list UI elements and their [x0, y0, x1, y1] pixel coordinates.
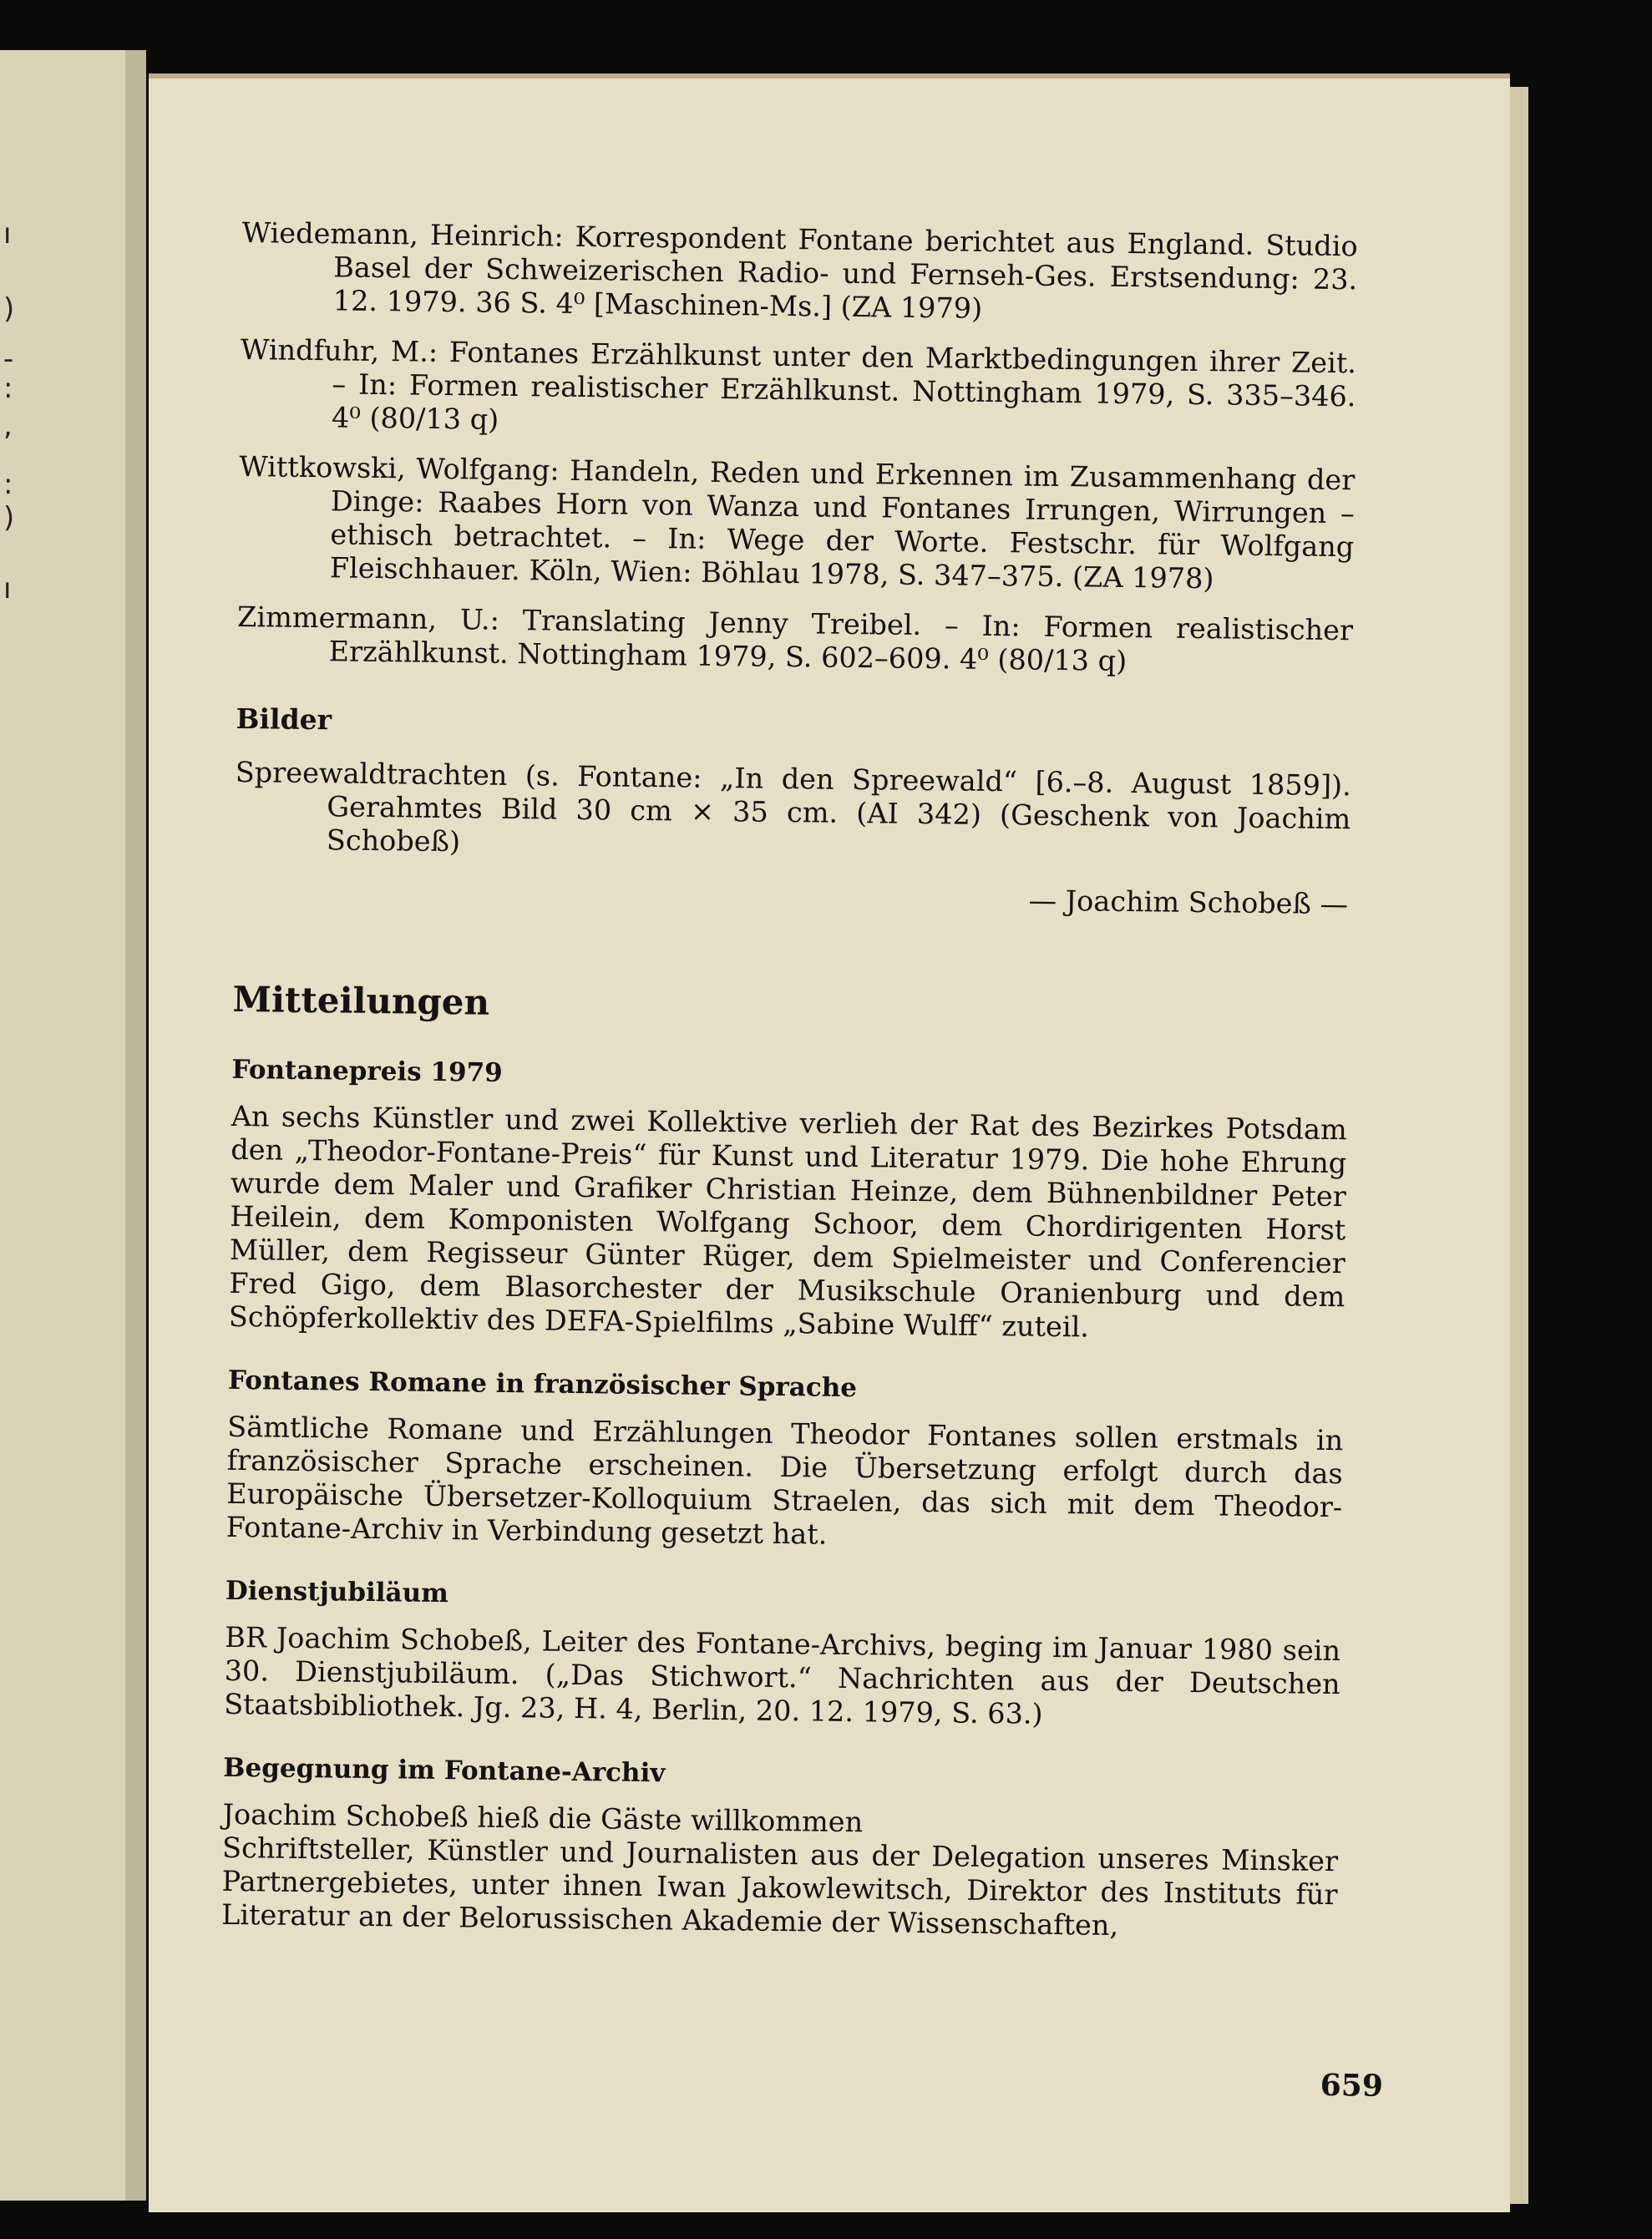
bilder-entry: Spreewaldtrachten (s. Fontane: „In den Spreewald“ [6.–8. August 1859]). Gerahmtes Bild 30 cm × 35 cm. (AI 342) (Geschenk von Joachim Schobeß) [235, 755, 1352, 859]
entry-author: Zimmermann, U.: [236, 600, 500, 636]
margin-mark: ) [3, 292, 15, 326]
section-title-mitteilungen: Mitteilungen [232, 978, 490, 1023]
paragraph: An sechs Künstler und zwei Kollektive verlieh der Rat des Bezirkes Potsdam den „Theodor-Fontane-Preis“ für Kunst und Literatur 1979. Die hohe Ehrung wurde dem Maler und Grafiker Christian Heinze, dem Bühnenbildner Peter Heilein, dem Komponisten Wolfgang Schoor, dem Chordirigenten Horst Müller, dem Regisseur Günter Rüger, dem Spielmeister und Conferencier Fred Gigo, dem Blasorchester der Musikschule Oranienburg und dem Schöpferkollektiv des DEFA-Spielfilms „Sabine Wulff“ zuteil. [228, 1099, 1347, 1344]
subheading: Begegnung im Fontane-Archiv [223, 1752, 666, 1789]
paragraph: Sämtliche Romane und Erzählungen Theodor Fontanes sollen erstmals in französischer Sprache erscheinen. Die Übersetzung erfolgt durch das Europäische Übersetzer-Kolloquium Straelen, das sich mit dem Theodor-Fontane-Archiv in Verbindung gesetzt hat. [226, 1410, 1344, 1551]
paragraph: BR Joachim Schobeß, Leiter des Fontane-Archivs, beging im Januar 1980 sein 30. Dienstjubiläum. („Das Stichwort.“ Nachrichten aus der Deutschen Staatsbibliothek. Jg. 23, H. 4, Berlin, 20. 12. 1979, S. 63.) [223, 1620, 1341, 1730]
margin-mark: , [3, 409, 13, 443]
entry-author: Windfuhr, M.: [240, 332, 438, 368]
margin-mark: - [3, 342, 14, 376]
section-heading-bilder: Bilder [236, 702, 332, 737]
margin-mark: ı [3, 217, 12, 251]
margin-mark: : [3, 372, 13, 405]
bibliography-entry [236, 600, 1353, 681]
page-content [220, 216, 1384, 2104]
paragraph: Schriftsteller, Künstler und Journalisten aus der Delegation unseres Minsker Partnergebietes, unter ihnen Iwan Jakowlewitsch, Direktor des Instituts für Literatur an der Belorussischen Akademie der Wissenschaften, [220, 1831, 1339, 1942]
subheading: Dienstjubiläum [225, 1575, 449, 1609]
page-number: 659 [1320, 2067, 1384, 2104]
bibliography-entry [238, 450, 1356, 597]
entry-text: Handeln, Reden und Erkennen im Zusammenhang der Dinge: Raabes Horn von Wanza und Fontanes Irrungen, Wirrungen – ethisch betrachtet. – In: Wege der Worte. Festschr. für Wolfgang Fleischhauer. Köln, Wien: Böhlau 1978, S. 347–375. (ZA 1978) [329, 453, 1356, 595]
entry-text: Fontanes Erzählkunst unter den Marktbedingungen ihrer Zeit. – In: Formen realistischer Erzählkunst. Nottingham 1979, S. 335–346. 4⁰ (80/13 q) [331, 336, 1357, 436]
facing-page-gutter [125, 50, 146, 2201]
margin-mark: ı [3, 572, 12, 605]
margin-mark: ) [3, 501, 15, 534]
entry-author: Wittkowski, Wolfgang: [239, 449, 560, 487]
entry-text: Translating Jenny Treibel. – In: Formen realistischer Erzählkunst. Nottingham 1979, S. 602–609. 4⁰ (80/13 q) [328, 604, 1354, 677]
subheading: Fontanes Romane in französischer Sprache [227, 1365, 858, 1404]
signature: — Joachim Schobeß — [1028, 884, 1349, 921]
book-page [149, 73, 1510, 2212]
margin-mark: : [3, 468, 13, 501]
bibliography-entry [240, 333, 1356, 447]
facing-page-edge [0, 50, 146, 2201]
page-edge-shadow [1510, 87, 1528, 2204]
entry-author: Wiedemann, Heinrich: [241, 216, 564, 253]
subheading: Fontanepreis 1979 [231, 1054, 503, 1088]
entry-text: Korrespondent Fontane berichtet aus England. Studio Basel der Schweizerischen Radio- und Fernseh-Ges. Erstsendung: 23. 12. 1979. 36 S. 4⁰ [Maschinen-Ms.] (ZA 1979) [332, 220, 1358, 325]
paragraph-line: Joachim Schobeß hieß die Gäste willkommen [222, 1797, 864, 1839]
bibliography-entry [241, 216, 1358, 330]
